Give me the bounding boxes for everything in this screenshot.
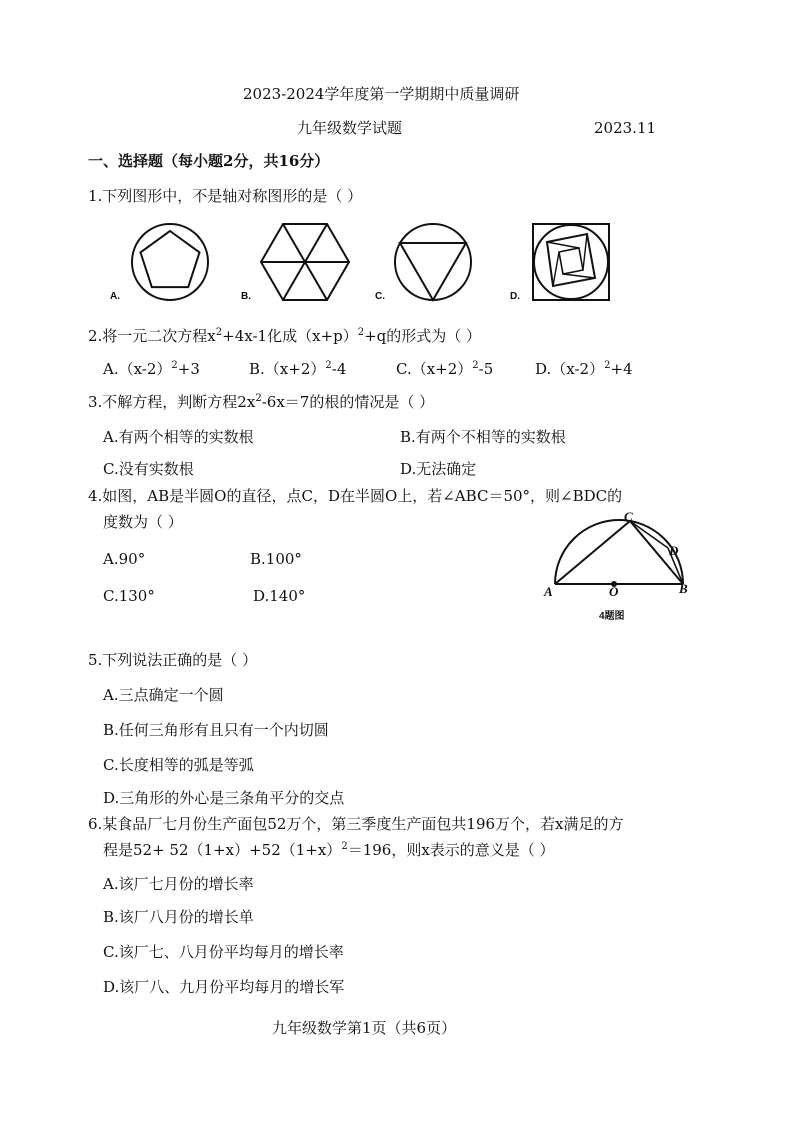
q2-option-b: $B.(x+2)^2-4$ xyxy=(249,360,347,378)
q2-option-c: $C.(x+2)^2-5$ xyxy=(396,360,494,378)
q1a-pentagon xyxy=(141,231,200,287)
exam-title: 2023-2024学年度第一学期期中质量调研 xyxy=(243,85,520,103)
q4-point-d-label: D xyxy=(669,543,679,558)
q4-point-a-label: A xyxy=(544,584,553,599)
q1-label-a: A. xyxy=(110,291,120,302)
q1-label-d: D. xyxy=(510,291,520,302)
q4-chord-ac xyxy=(555,521,630,584)
q1-figure-a-pentagon xyxy=(130,222,210,302)
q5-option-c: C.长度相等的弧是等弧 xyxy=(103,756,254,774)
q1-figure-b-hexagon xyxy=(259,222,351,302)
q3-option-d: D.无法确定 xyxy=(400,460,477,478)
q3-stem: 3.不解方程，判断方程$2x^2-6x=7$的根的情况是（ ） xyxy=(88,393,435,411)
section-heading: 一、选择题（每小题2分，共16分） xyxy=(88,152,330,170)
q1d-circle xyxy=(534,225,608,299)
q4-option-d: D.140° xyxy=(253,587,306,605)
q3-option-a: A.有两个相等的实数根 xyxy=(103,428,254,446)
q4-option-c: C.130° xyxy=(103,587,155,605)
q2-option-a: $A.(x-2)^2+3$ xyxy=(103,360,200,378)
q6-stem-line1: 6.某食品厂七月份生产面包52万个，第三季度生产面包共196万个，若x满足的方 xyxy=(88,815,624,833)
q4-stem-line1: 4.如图，AB是半圆O的直径，点C，D在半圆O上，若∠ABC＝50°，则∠BDC的 xyxy=(88,487,623,505)
q5-option-a: A.三点确定一个圆 xyxy=(103,686,224,704)
q1-figure-c-triangle xyxy=(393,222,473,302)
q5-stem: 5.下列说法正确的是（ ） xyxy=(88,651,258,669)
q6-option-c: C.该厂七、八月份平均每月的增长率 xyxy=(103,943,344,961)
q1-figure-d-nested-squares xyxy=(529,220,613,304)
q5-option-d: D.三角形的外心是三条角平分的交点 xyxy=(103,789,345,807)
q1-label-c: C. xyxy=(375,291,385,302)
q5-option-b: B.任何三角形有且只有一个内切圆 xyxy=(103,721,329,739)
q1c-circle xyxy=(395,224,471,300)
q3-option-c: C.没有实数根 xyxy=(103,460,194,478)
q2-stem: 2.将一元二次方程$x^2+4x-1$化成$(x+p)^2+q$的形式为（ ） xyxy=(88,327,482,345)
q4-stem-line2: 度数为（ ） xyxy=(103,513,183,531)
q1d-center-square xyxy=(559,248,583,274)
q4-point-c-label: C xyxy=(624,509,633,524)
q4-option-a: A.90° xyxy=(103,550,146,568)
exam-subtitle: 九年级数学试题 xyxy=(297,119,403,137)
q4-figure-caption: 4题图 xyxy=(599,611,625,622)
q1-stem: 1.下列图形中，不是轴对称图形的是（ ） xyxy=(88,187,363,205)
q6-stem-line2: 程是$52+ 52(1+x)+52(1+x)^2=196$，则x表示的意义是（ ） xyxy=(103,841,555,859)
q4-figure-semicircle xyxy=(547,510,687,590)
q3-option-b: B.有两个不相等的实数根 xyxy=(400,428,566,446)
q4-point-o-label: O xyxy=(609,584,619,599)
q2-option-d: $D.(x-2)^2+4$ xyxy=(535,360,633,378)
q6-option-a: A.该厂七月份的增长率 xyxy=(103,875,254,893)
q6-option-d: D.该厂八、九月份平均每月的增长军 xyxy=(103,978,345,996)
q4-option-b: B.100° xyxy=(250,550,302,568)
exam-date: 2023.11 xyxy=(594,119,657,137)
page-footer: 九年级数学第1页（共6页） xyxy=(272,1019,457,1037)
q6-option-b: B.该厂八月份的增长单 xyxy=(103,908,254,926)
q4-point-b-label: B xyxy=(679,581,688,596)
q1-label-b: B. xyxy=(241,291,251,302)
